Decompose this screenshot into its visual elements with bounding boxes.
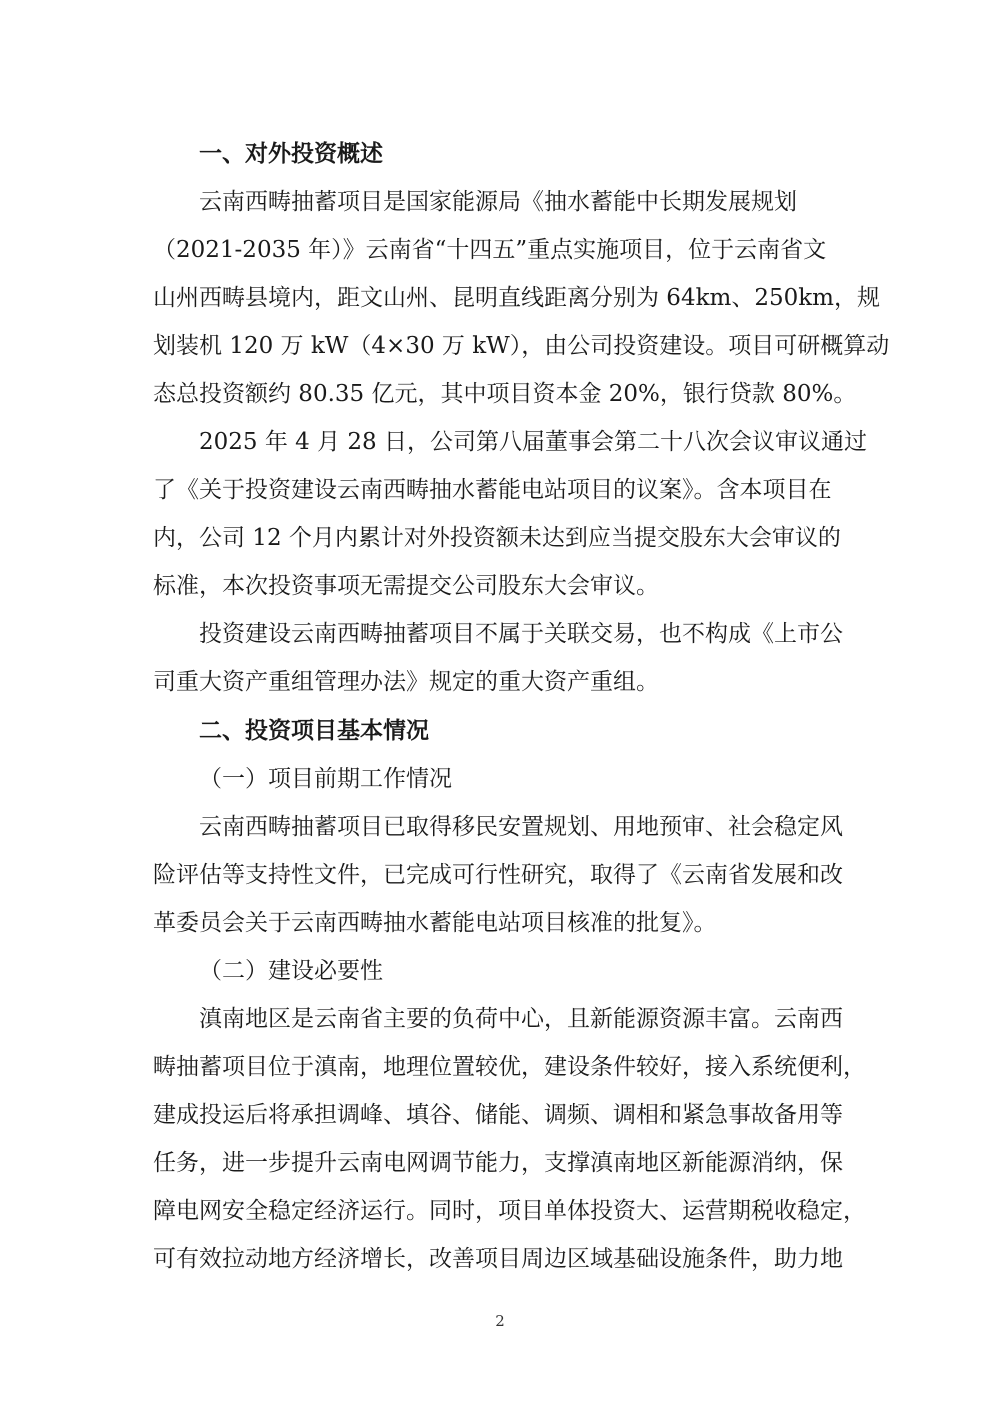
- paragraph-line: 革委员会关于云南西畴抽水蓄能电站项目核准的批复》。: [153, 910, 717, 936]
- paragraph-line: 建成投运后将承担调峰、填谷、储能、调频、调相和紧急事故备用等: [153, 1102, 843, 1128]
- paragraph-line: 滇南地区是云南省主要的负荷中心，且新能源资源丰富。云南西: [199, 1006, 843, 1032]
- paragraph-line: 态总投资额约 80.35 亿元，其中项目资本金 20%，银行贷款 80%。: [153, 381, 857, 407]
- paragraph-line: （2021-2035 年）》云南省“十四五”重点实施项目，位于云南省文: [153, 237, 827, 263]
- paragraph-line: 可有效拉动地方经济增长，改善项目周边区域基础设施条件，助力地: [153, 1246, 843, 1272]
- subsection-heading-2: （二）建设必要性: [199, 958, 383, 984]
- paragraph-line: 标准，本次投资事项无需提交公司股东大会审议。: [153, 573, 659, 599]
- paragraph-line: 险评估等支持性文件，已完成可行性研究，取得了《云南省发展和改: [153, 862, 843, 888]
- subsection-heading-1: （一）项目前期工作情况: [199, 766, 452, 792]
- paragraph-line: 畴抽蓄项目位于滇南，地理位置较优，建设条件较好，接入系统便利，: [153, 1054, 866, 1080]
- paragraph-line: 任务，进一步提升云南电网调节能力，支撑滇南地区新能源消纳，保: [153, 1150, 843, 1176]
- paragraph-line: 云南西畴抽蓄项目已取得移民安置规划、用地预审、社会稳定风: [199, 814, 843, 840]
- paragraph-line: 司重大资产重组管理办法》规定的重大资产重组。: [153, 669, 659, 695]
- paragraph-line: 山州西畴县境内，距文山州、昆明直线距离分别为 64km、250km，规: [153, 285, 880, 311]
- paragraph-line: 投资建设云南西畴抽蓄项目不属于关联交易，也不构成《上市公: [199, 621, 843, 647]
- page-number: 2: [495, 1312, 505, 1330]
- paragraph-line: 内，公司 12 个月内累计对外投资额未达到应当提交股东大会审议的: [153, 525, 841, 551]
- section-heading-1: 一、对外投资概述: [199, 140, 383, 167]
- paragraph-line: 云南西畴抽蓄项目是国家能源局《抽水蓄能中长期发展规划: [199, 189, 797, 215]
- paragraph-line: 划装机 120 万 kW（4×30 万 kW），由公司投资建设。项目可研概算动: [153, 333, 890, 359]
- paragraph-line: 了《关于投资建设云南西畴抽水蓄能电站项目的议案》。含本项目在: [153, 477, 832, 503]
- section-heading-2: 二、投资项目基本情况: [199, 717, 429, 744]
- paragraph-line: 障电网安全稳定经济运行。同时，项目单体投资大、运营期税收稳定，: [153, 1198, 866, 1224]
- paragraph-line: 2025 年 4 月 28 日，公司第八届董事会第二十八次会议审议通过: [199, 429, 867, 455]
